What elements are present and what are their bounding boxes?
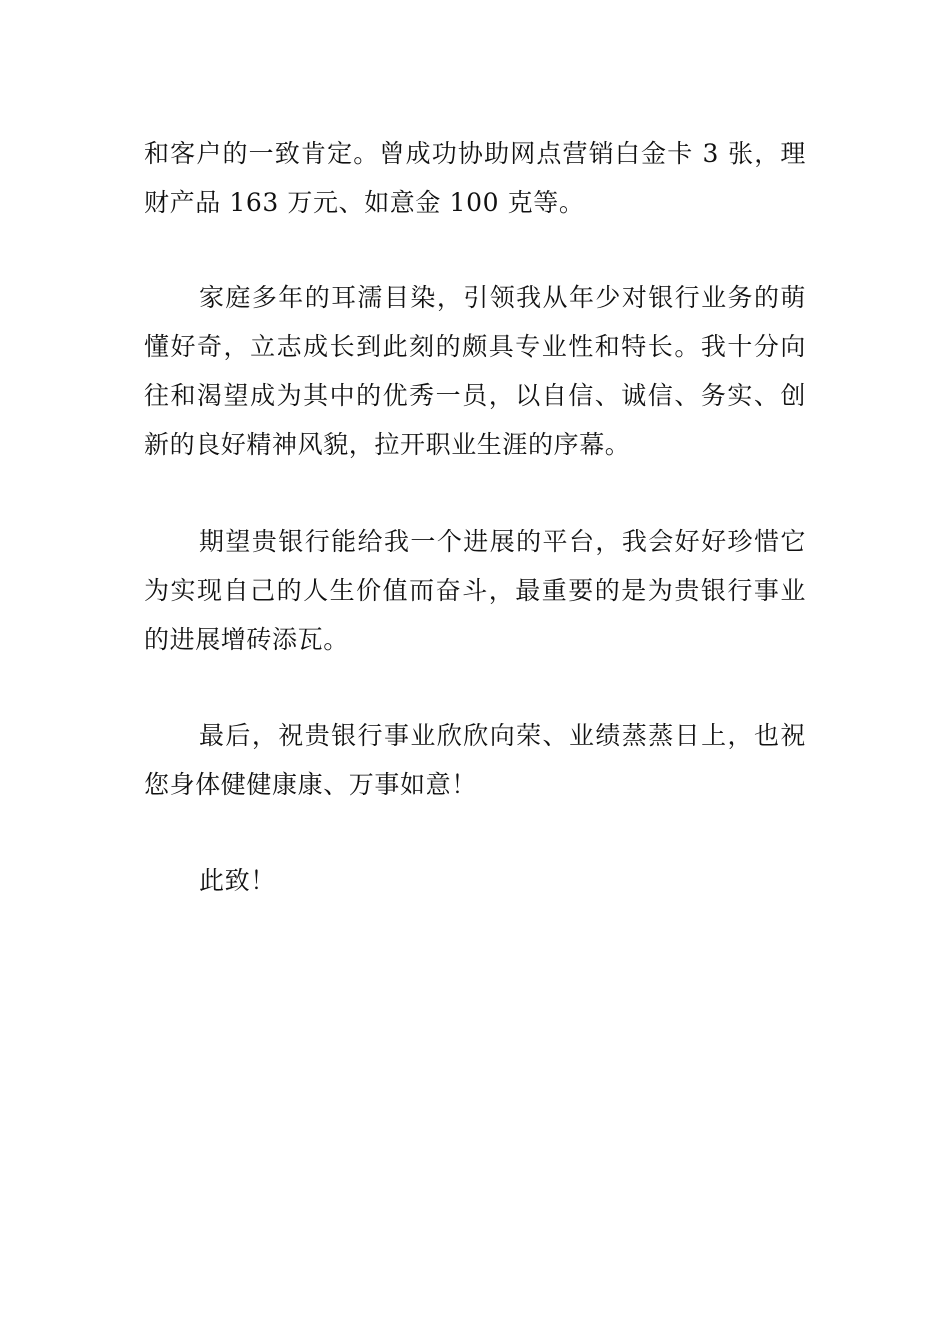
letter-body <box>144 129 806 905</box>
paragraph-continuation: 和客户的一致肯定。曾成功协助网点营销白金卡 3 张，理财产品 163 万元、如意金 100 克等。 <box>144 139 806 217</box>
paragraph-closing-wishes: 最后，祝贵银行事业欣欣向荣、业绩蒸蒸日上，也祝您身体健健康康、万事如意！ <box>144 721 806 799</box>
paragraph-salutation: 此致！ <box>199 866 276 895</box>
paragraph-background: 家庭多年的耳濡目染，引领我从年少对银行业务的萌懂好奇，立志成长到此刻的颇具专业性和特长。我十分向往和渴望成为其中的优秀一员，以自信、诚信、务实、创新的良好精神风貌，拉开职业生涯的序幕。 <box>144 283 806 459</box>
paragraph-expectation: 期望贵银行能给我一个进展的平台，我会好好珍惜它为实现自己的人生价值而奋斗，最重要的是为贵银行事业的进展增砖添瓦。 <box>144 527 806 654</box>
